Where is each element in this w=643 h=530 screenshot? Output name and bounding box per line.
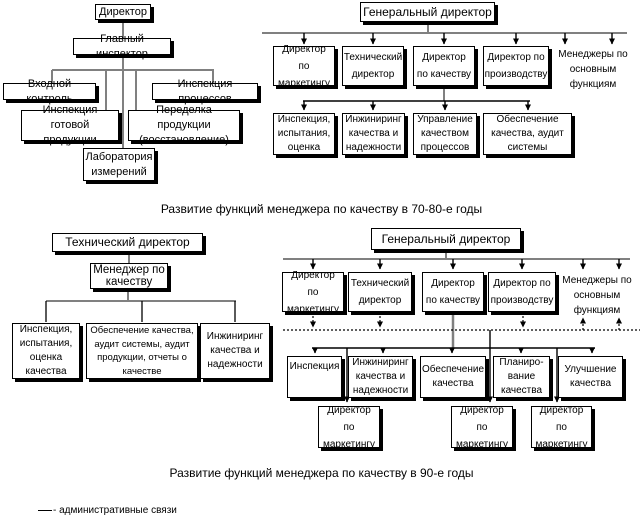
node-quality-engineering-7080: Инжиниринг качества и надежности [342, 113, 405, 155]
node-inspection-testing-90: Инспекция, испытания, оценка качества [12, 323, 80, 379]
managers-note-7080: Менеджеры по основным функциям [558, 49, 628, 90]
node-marketing-director-7080: Директор по маркетингу [273, 46, 335, 86]
caption-90: Развитие функций менеджера по качеству в 90-е годы [169, 466, 474, 480]
node-marketing-sub-3: Директор по маркетингу [531, 406, 592, 448]
node-product-rework: Переделка продукции (восстановление) [128, 110, 240, 141]
connectors-chart-90-left-drops [46, 301, 235, 322]
node-quality-director-90: Директор по качеству [422, 272, 484, 312]
node-finished-product-inspection: Инспекция готовой продукции [21, 110, 119, 141]
node-marketing-sub-1: Директор по маркетингу [318, 406, 380, 448]
legend-label: - административные связи [53, 505, 177, 516]
node-chief-inspector: Главный инспектор [73, 38, 171, 55]
node-general-director-90: Генеральный директор [371, 228, 521, 250]
node-quality-assurance-7080: Обеспечение качества, аудит системы [483, 113, 572, 155]
node-quality-director-7080: Директор по качеству [413, 46, 475, 86]
node-assurance-90: Обеспечение качества [420, 356, 486, 398]
node-quality-engineering-90: Инжиниринг качества и надежности [200, 323, 270, 379]
node-process-inspection: Инспекция процессов [152, 83, 258, 100]
node-incoming-control: Входной контроль [3, 83, 96, 100]
node-quality-manager-90: Менеджер по качеству [90, 263, 168, 289]
node-planning-90: Планиро-вание качества [493, 356, 550, 398]
node-marketing-director-90: Директор по маркетингу [282, 272, 344, 312]
node-marketing-sub-2: Директор по маркетингу [451, 406, 513, 448]
node-measurement-lab: Лаборатория измерений [83, 148, 155, 181]
admin-link-line-symbol [38, 510, 52, 511]
node-technical-director-90: Технический директор [52, 233, 203, 252]
node-general-director-7080: Генеральный директор [360, 2, 495, 22]
node-inspection-90: Инспекция [287, 356, 342, 398]
node-director: Директор [95, 4, 151, 20]
managers-note-90: Менеджеры по основным функциям [562, 275, 632, 316]
node-engineering-90: Инжиниринг качества и надежности [348, 356, 413, 398]
node-technical-director-exec-90: Технический директор [348, 272, 412, 312]
caption-70-80: Развитие функций менеджера по качеству в 70-80-е годы [160, 202, 483, 216]
node-inspection-testing-7080: Инспекция, испытания, оценка [273, 113, 335, 155]
node-technical-director-7080: Технический директор [342, 46, 404, 86]
legend [38, 505, 177, 516]
node-quality-assurance-90: Обеспечение качества, аудит системы, аудит продукции, отчеты о качестве [86, 323, 198, 379]
node-production-director-90: Директор по производству [488, 272, 556, 312]
node-production-director-7080: Директор по производству [483, 46, 549, 86]
node-improvement-90: Улучшение качества [558, 356, 623, 398]
node-process-quality-7080: Управление качеством процессов [413, 113, 477, 155]
